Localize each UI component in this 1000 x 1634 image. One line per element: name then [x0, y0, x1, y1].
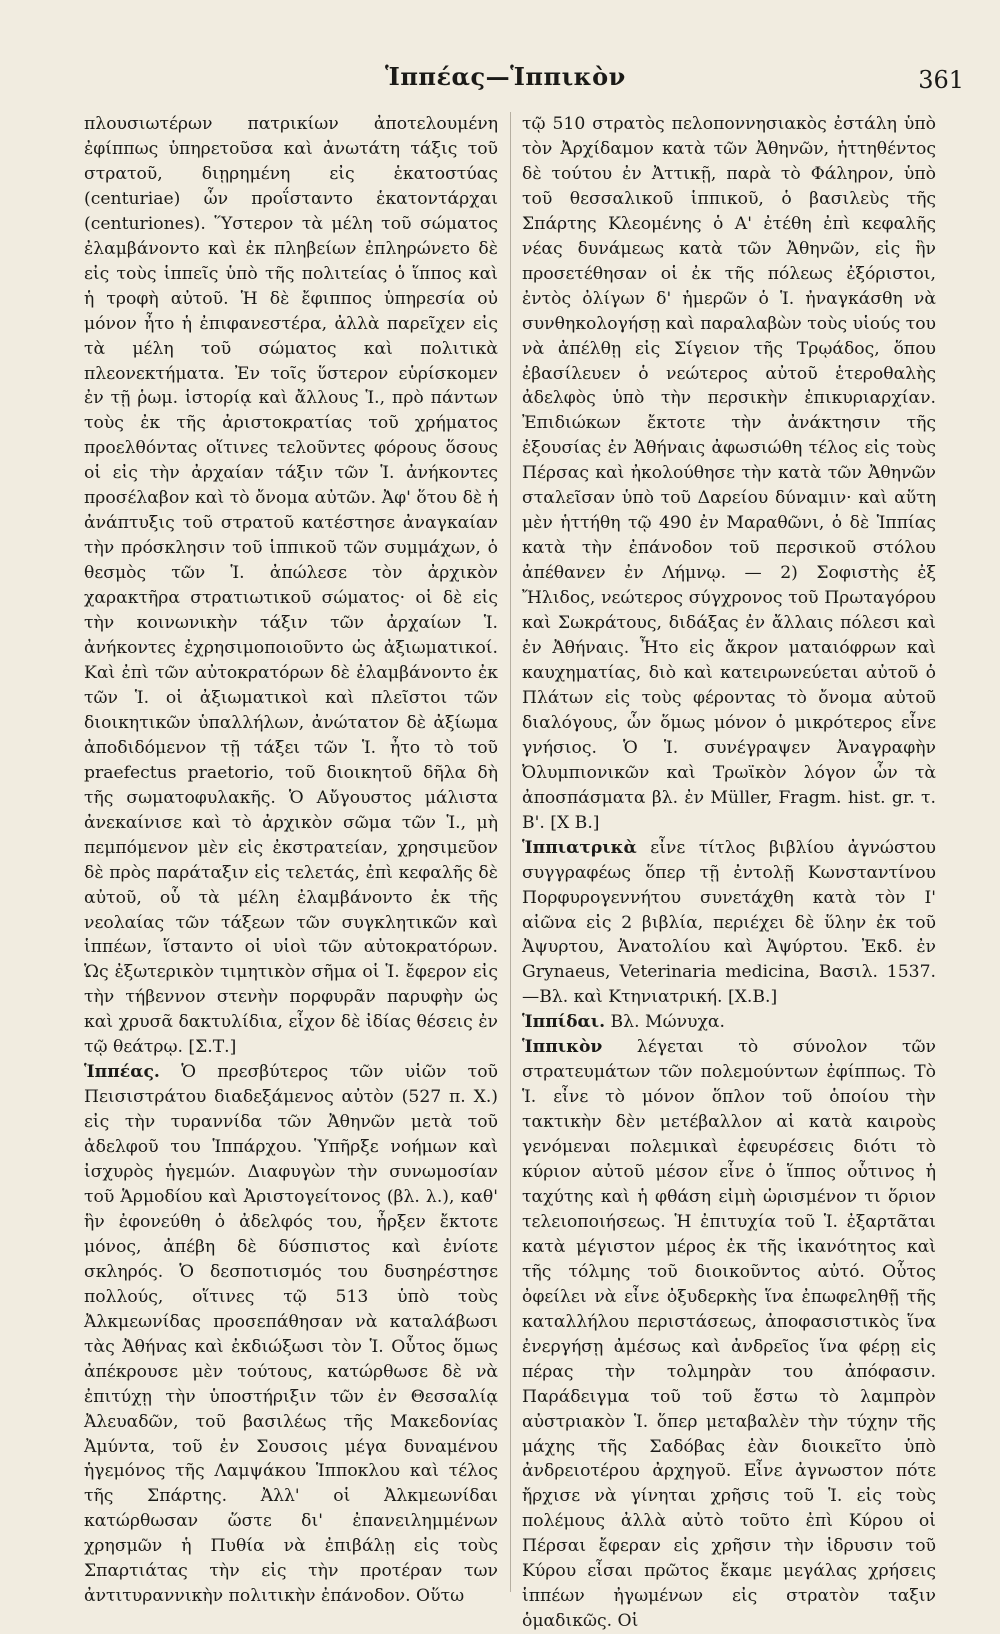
entry-text-ippiatrika: εἶνε τίτλος βιβλίου ἀγνώστου συγγραφέως ὅπερ τῇ ἐντολῇ Κωνσταντίνου Πορφυρογεννήτου συνετάχθη κατὰ τὸν Ι' αἰῶνα εἰς 2 βιβλία, περιέχει δὲ ὕλην ἐκ τοῦ Ἀψυρτου, Ἀνατολίου καὶ Ἀψύρτου. Ἐκδ. ἐν Grynaeus, Veterinaria medicina, Βασιλ. 1537.—Βλ. καὶ Κτηνιατρική. [Χ.Β.]: [522, 837, 936, 1008]
entry-ippiatrika: [522, 836, 936, 1011]
entry-continuation-ippias: τῷ 510 στρατὸς πελοποννησιακὸς ἐστάλη ὑπὸ τὸν Ἀρχίδαμον κατὰ τῶν Ἀθηνῶν, ἡττηθέντος δὲ τούτου ἐν Ἀττικῇ, παρὰ τὸ Φάληρον, ὑπὸ τοῦ θεσσαλικοῦ ἱππικοῦ, ὁ βασιλεὺς τῆς Σπάρτης Κλεομένης ὁ Α' ἐτέθη ἐπὶ κεφαλῆς νέας δυνάμεως κατὰ τῶν Ἀθηνῶν, εἰς ἣν προσετέθησαν οἱ ἐκ τῆς πόλεως ἐξόριστοι, ἐντὸς ὀλίγων δ' ἡμερῶν ὁ Ἱ. ἠναγκάσθη νὰ συνθηκολογήσῃ καὶ παραλαβὼν τοὺς υἱούς του νὰ ἀπέλθῃ εἰς Σίγειον τῆς Τρῳάδος, ὅπου ἐβασίλευεν ὁ νεώτερος αὐτοῦ ἑτεροθαλὴς ἀδελφὸς ὑπὸ τὴν περσικὴν ἐπικυριαρχίαν. Ἐπιδιώκων ἔκτοτε τὴν ἀνάκτησιν τῆς ἐξουσίας ἐν Ἀθήναις ἀφωσιώθη τέλος εἰς τοὺς Πέρσας καὶ ἠκολούθησε τὴν κατὰ τῶν Ἀθηνῶν σταλεῖσαν ὑπὸ τοῦ Δαρείου δύναμιν· καὶ αὕτη μὲν ἡττήθη τῷ 490 ἐν Μαραθῶνι, ὁ δὲ Ἱππίας κατὰ τὴν ἐπάνοδον τοῦ περσικοῦ στόλου ἀπέθανεν ἐν Λήμνῳ. — 2) Σοφιστὴς ἐξ Ἤλιδος, νεώτερος σύγχρονος τοῦ Πρωταγόρου καὶ Σωκράτους, διδάξας ἐν ἄλλαις πόλεσι καὶ ἐν Ἀθήναις. Ἦτο εἰς ἄκρον ματαιόφρων καὶ καυχηματίας, διὸ καὶ κατειρωνεύεται αὐτοῦ ὁ Πλάτων εἰς τοὺς φέροντας τὸ ὄνομα αὐτοῦ διαλόγους, ὧν ὅμως μόνον ὁ μικρότερος εἶνε γνήσιος. Ὁ Ἱ. συνέγραψεν Ἀναγραφὴν Ὀλυμπιονικῶν καὶ Τρωϊκὸν λόγον ὧν τὰ ἀποσπάσματα βλ. ἐν Müller, Fragm. hist. gr. τ. Β'. [Χ Β.]: [522, 114, 936, 833]
page-header: [0, 62, 1000, 102]
entry-continuation-ippeis: πλουσιωτέρων πατρικίων ἀποτελουμένη ἐφίππως ὑπηρετοῦσα καὶ ἀνωτάτη τάξις τοῦ στρατοῦ, διῃρημένη εἰς ἑκατοστύας (centuriae) ὧν προΐσταντο ἑκατοντάρχαι (centuriones). Ὕστερον τὰ μέλη τοῦ σώματος ἐλαμβάνοντο καὶ ἐκ πληβείων ἐπληρώνετο δὲ εἰς τοὺς ἱππεῖς ὑπὸ τῆς πολιτείας ὁ ἵππος καὶ ἡ τροφὴ αὐτοῦ. Ἡ δὲ ἔφιππος ὑπηρεσία οὐ μόνον ἦτο ἡ ἐπιφανεστέρα, ἀλλὰ παρεῖχεν εἰς τὰ μέλη τοῦ σώματος καὶ πολιτικὰ πλεονεκτήματα. Ἐν τοῖς ὕστερον εὑρίσκομεν ἐν τῇ ῥωμ. ἱστορίᾳ καὶ ἄλλους Ἱ., πρὸ πάντων τοὺς ἐκ τῆς ἀριστοκρατίας τοῦ χρήματος προελθόντας οἵτινες τελοῦντες φόρους ὅσους οἱ εἰς τὴν ἀρχαίαν τάξιν τῶν Ἱ. ἀνήκοντες προσέλαβον καὶ τὸ ὄνομα αὐτῶν. Ἀφ' ὅτου δὲ ἡ ἀνάπτυξις τοῦ στρατοῦ κατέστησε ἀναγκαίαν τὴν πρόσκλησιν τοῦ ἱππικοῦ τῶν συμμάχων, ὁ θεσμὸς τῶν Ἱ. ἀπώλεσε τὸν ἀρχικὸν χαρακτῆρα στρατιωτικοῦ σώματος· οἱ δὲ εἰς τὴν κοινωνικὴν τάξιν τῶν ἀρχαίων Ἱ. ἀνήκοντες ἐχρησιμοποιοῦντο ὡς ἀξιωματικοί. Καὶ ἐπὶ τῶν αὐτοκρατόρων δὲ ἐλαμβάνοντο ἐκ τῶν Ἱ. οἱ ἀξιωματικοὶ καὶ πλεῖστοι τῶν διοικητικῶν ὑπαλλήλων, ἀνώτατον δὲ ἀξίωμα ἀποδιδόμενον τῇ τάξει τῶν Ἱ. ἦτο τὸ τοῦ praefectus praetorio, τοῦ διοικητοῦ δῆλα δὴ τῆς σωματοφυλακῆς. Ὁ Αὔγουστος μάλιστα ἀνεκαίνισε καὶ τὸ ἀρχικὸν σῶμα τῶν Ἱ., μὴ πεμπόμενον μὲν εἰς ἐκστρατείαν, χρησιμεῦον δὲ πρὸς παράταξιν εἰς τελετάς, ἐπὶ κεφαλῆς δὲ αὐτοῦ, οὗ τὰ μέλη ἐλαμβάνοντο ἐκ τῆς νεολαίας τῶν τάξεων τῶν συγκλητικῶν καὶ ἱππέων, ἵσταντο οἱ υἱοὶ τῶν αὐτοκρατόρων. Ὡς ἐξωτερικὸν τιμητικὸν σῆμα οἱ Ἱ. ἔφερον εἰς τὴν τήβεννον στενὴν πορφυρᾶν παρυφὴν ὡς καὶ χρυσᾶ δακτυλίδια, εἶχον δὲ ἰδίας θέσεις ἐν τῷ θεάτρῳ. [Σ.Τ.]: [84, 114, 498, 1058]
entry-ippikon: [522, 1035, 936, 1634]
running-head: Ἱππέας—Ἱππικὸν: [385, 62, 626, 91]
right-column: [522, 112, 936, 1634]
entry-text-ippidai: Βλ. Μώνυχα.: [605, 1012, 725, 1033]
headword-ippikon: Ἱππικὸν: [522, 1037, 603, 1058]
entry-ippidai: [522, 1010, 936, 1035]
page-number: 361: [918, 66, 964, 94]
left-column: [84, 112, 498, 1609]
entry-ippeas: [84, 1060, 498, 1609]
headword-ippeas: Ἱππέας.: [84, 1062, 160, 1083]
entry-text-ippikon: λέγεται τὸ σύνολον τῶν στρατευμάτων τῶν πολεμούντων ἐφίππως. Τὸ Ἱ. εἶνε τὸ μόνον ὅπλον τοῦ ὁποίου τὴν τακτικὴν δὲν μετέβαλλον αἱ κατὰ καιροὺς γενόμεναι πολεμικαὶ ἐφευρέσεις διότι τὸ κύριον αὐτοῦ μέσον εἶνε ὁ ἵππος οὗτινος ἡ ταχύτης καὶ ἡ φθάση εἰμὴ ὡρισμένον τι ὅριον τελειοποιήσεως. Ἡ ἐπιτυχία τοῦ Ἱ. ἐξαρτᾶται κατὰ μέγιστον μέρος ἐκ τῆς ἱκανότητος καὶ τῆς τόλμης τοῦ διοικοῦντος αὐτό. Οὗτος ὀφείλει νὰ εἶνε ὀξυδερκὴς ἵνα ἐπωφεληθῇ τῆς καταλλήλου περιστάσεως, ἀποφασιστικὸς ἵνα ἐνεργήσῃ ἀμέσως καὶ ἀνδρεῖος ἵνα φέρῃ εἰς πέρας τὴν τολμηρὰν του ἀπόφασιν. Παράδειγμα τοῦ τοῦ ἔστω τὸ λαμπρὸν αὐστριακὸν Ἱ. ὅπερ μεταβαλὲν τὴν τύχην τῆς μάχης τῆς Σαδόβας ἐὰν διοικεῖτο ὑπὸ ἀνδρειοτέρου ἀρχηγοῦ. Εἶνε ἀγνωστον πότε ἤρχισε νὰ γίνηται χρῆσις τοῦ Ἱ. εἰς τοὺς πολέμους ἀλλὰ αὐτὸ τοῦτο ἐπὶ Κύρου οἱ Πέρσαι ἔφεραν εἰς χρῆσιν τὴν ἱδρυσιν τοῦ Κύρου εἶσαι πρῶτος ἔκαμε μεγάλας χρήσεις ἱππέων ἠγωμένων εἰς στρατὸν ταξιν ὁμαδικῶς. Οἱ: [522, 1037, 936, 1632]
column-divider: [510, 112, 511, 1592]
headword-ippiatrika: Ἱππιατρικὰ: [522, 837, 637, 858]
entry-text-ippeas: Ὁ πρεσβύτερος τῶν υἱῶν τοῦ Πεισιστράτου διαδεξάμενος αὐτὸν (527 π. Χ.) εἰς τὴν τυραννίδα τῶν Ἀθηνῶν μετὰ τοῦ ἀδελφοῦ του Ἱππάρχου. Ὑπῆρξε νοήμων καὶ ἰσχυρὸς ἡγεμών. Διαφυγὼν τὴν συνωμοσίαν τοῦ Ἁρμοδίου καὶ Ἀριστογείτονος (βλ. λ.), καθ' ἣν ἐφονεύθη ὁ ἀδελφός του, ἦρξεν ἔκτοτε μόνος, ἀπέβη δὲ δύσπιστος καὶ ἐνίοτε σκληρός. Ὁ δεσποτισμός του δυσηρέστησε πολλούς, οἵτινες τῷ 513 ὑπὸ τοὺς Ἀλκμεωνίδας προσεπάθησαν νὰ καταλάβωσι τὰς Ἀθήνας καὶ ἐκδιώξωσι τὸν Ἱ. Οὗτος ὅμως ἀπέκρουσε μὲν τούτους, κατώρθωσε δὲ νὰ ἐπιτύχῃ τὴν ὑποστήριξιν τῶν ἐν Θεσσαλίᾳ Ἀλευαδῶν, τοῦ βασιλέως τῆς Μακεδονίας Ἀμύντα, τοῦ ἐν Σουσοις μέγα δυναμένου ἡγεμόνος τῆς Λαμψάκου Ἱπποκλου καὶ τέλος τῆς Σπάρτης. Ἀλλ' οἱ Ἀλκμεωνίδαι κατώρθωσαν ὥστε δι' ἐπανειλημμένων χρησμῶν ἡ Πυθία νὰ ἐπιβάλῃ εἰς τοὺς Σπαρτιάτας τὴν εἰς τὴν προτέραν των ἀντιτυραννικὴν πολιτικὴν ἐπάνοδον. Οὕτω: [84, 1062, 498, 1607]
headword-ippidai: Ἱππίδαι.: [522, 1012, 606, 1033]
